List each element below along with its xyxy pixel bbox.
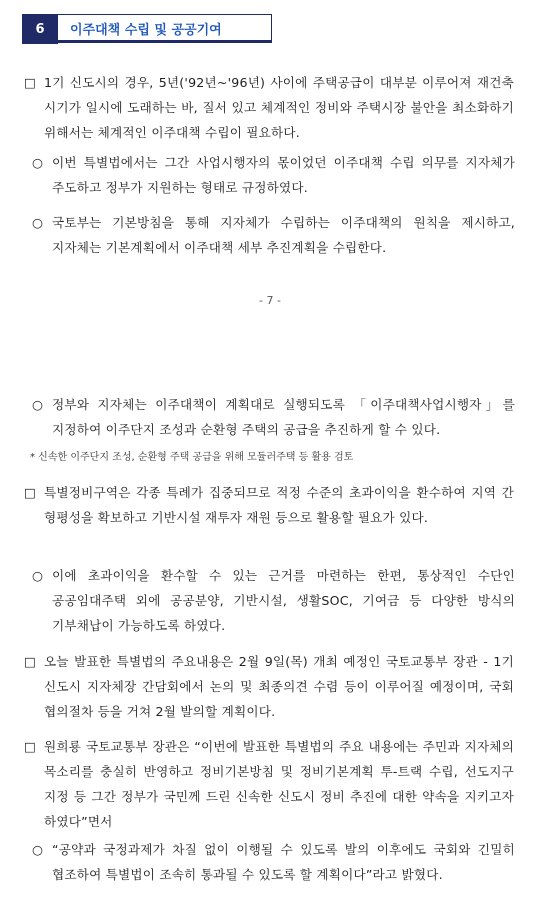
paragraph-text: 특별정비구역은 각종 특례가 집중되므로 적정 수준의 초과이익을 환수하여 지역 간 형평성을 확보하고 기반시설 재투자 재원 등으로 활용할 필요가 있다. <box>44 485 514 525</box>
paragraph-text: “공약과 국정과제가 차질 없이 이행될 수 있도록 발의 이후에도 국회와 긴밀히 협조하여 특별법이 조속히 통과될 수 있도록 할 계획이다”라고 밝혔다. <box>52 842 515 882</box>
paragraph-7 <box>24 649 514 724</box>
paragraph-text: 이에 초과이익을 환수할 수 있는 근거를 마련하는 한편, 통상적인 수단인 공공임대주택 외에 공공분양, 기반시설, 생활SOC, 기여금 등 다양한 방식의 기부채납이 가능하도록 하였다. <box>52 568 515 633</box>
circle-bullet: ○ <box>32 155 44 170</box>
paragraph-text: 국토부는 기본방침을 통해 지자체가 수립하는 이주대책의 원칙을 제시하고, 지자체는 기본계획에서 이주대책 세부 추진계획을 수립한다. <box>52 215 515 255</box>
page-number: - 7 - <box>259 294 281 307</box>
paragraph-text: 정부와 지자체는 이주대책이 계획대로 실행되도록 「이주대책사업시행자」를 지정하여 이주단지 조성과 순환형 주택의 공급을 추진하게 할 수 있다. <box>52 397 515 437</box>
paragraph-9 <box>32 837 515 887</box>
paragraph-text: 이번 특별법에서는 그간 사업시행자의 몫이었던 이주대책 수립 의무를 지자체가 주도하고 정부가 지원하는 형태로 규정하였다. <box>52 155 515 195</box>
section-header <box>22 14 272 44</box>
circle-bullet: ○ <box>32 397 44 412</box>
square-bullet: □ <box>24 485 37 500</box>
square-bullet: □ <box>24 75 37 90</box>
section-underline <box>58 40 272 43</box>
section-number: 6 <box>22 14 58 44</box>
paragraph-text: 원희룡 국토교통부 장관은 “이번에 발표한 특별법의 주요 내용에는 주민과 지자체의 목소리를 충실히 반영하고 정비기본방침 및 정비기본계획 투-트랙 수립, 선도지구 지정 등 그간 정부가 국민께 드린 신속한 신도시 정비 추진에 대한 약속을 지키고자 하였다”면서 <box>44 739 514 829</box>
paragraph-3 <box>32 210 515 260</box>
circle-bullet: ○ <box>32 842 44 857</box>
circle-bullet: ○ <box>32 215 44 230</box>
footnote: * 신속한 이주단지 조성, 순환형 주택 공급을 위해 모듈러주택 등 활용 검토 <box>30 452 354 463</box>
paragraph-8 <box>24 734 514 834</box>
square-bullet: □ <box>24 654 37 669</box>
paragraph-5 <box>24 480 514 530</box>
paragraph-6 <box>32 563 515 638</box>
square-bullet: □ <box>24 739 37 754</box>
paragraph-1 <box>24 70 514 145</box>
paragraph-text: 1기 신도시의 경우, 5년('92년~'96년) 사이에 주택공급이 대부분 이루어져 재건축 시기가 일시에 도래하는 바, 질서 있고 체계적인 정비와 주택시장 불안을 최소화하기 위해서는 체계적인 이주대책 수립이 필요하다. <box>44 75 514 140</box>
paragraph-text: 오늘 발표한 특별법의 주요내용은 2월 9일(목) 개최 예정인 국토교통부 장관 - 1기 신도시 지자체장 간담회에서 논의 및 최종의견 수렴 등이 이루어질 예정이며, 국회 협의절차 등을 거쳐 2월 발의할 계획이다. <box>44 654 514 719</box>
paragraph-2 <box>32 150 515 200</box>
circle-bullet: ○ <box>32 568 44 583</box>
section-title: 이주대책 수립 및 공공기여 <box>58 14 272 42</box>
paragraph-4 <box>32 392 515 442</box>
